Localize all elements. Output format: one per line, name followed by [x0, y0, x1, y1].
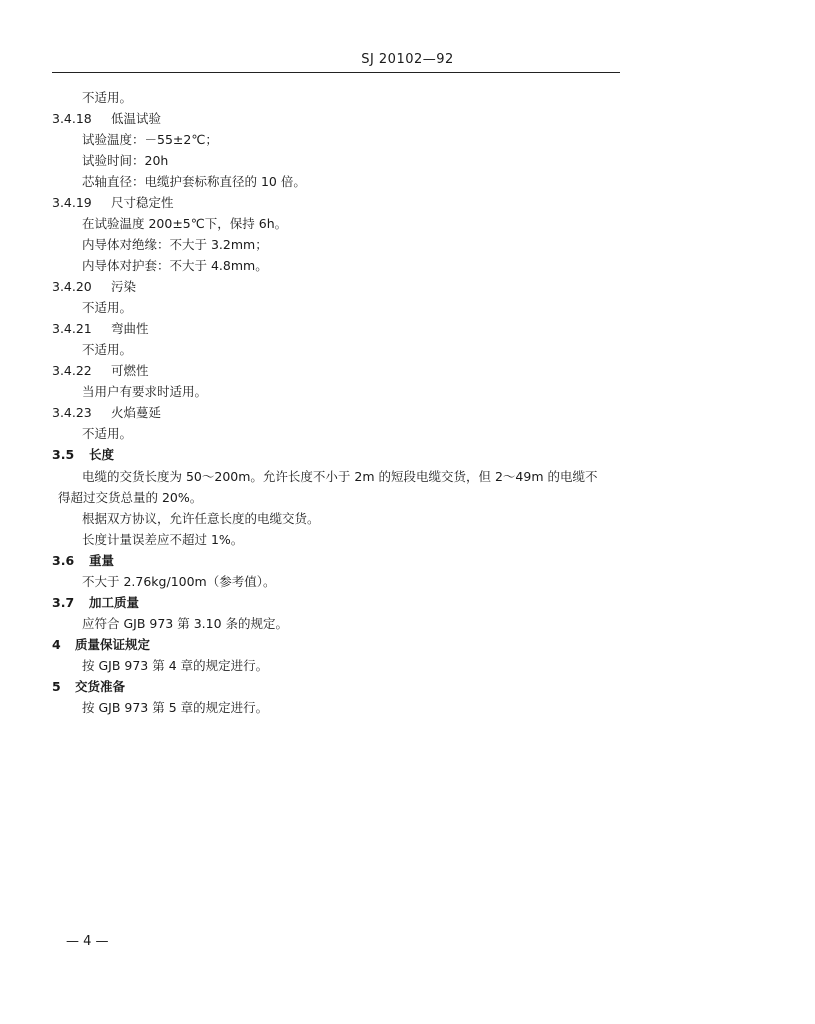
document-header: SJ 20102—92 — [361, 52, 454, 67]
body-text: 不大于 2.76kg/100m（参考值）。 — [82, 574, 276, 589]
section-title: 重量 — [89, 553, 115, 568]
section-title: 尺寸稳定性 — [111, 195, 174, 210]
section-title: 质量保证规定 — [75, 637, 151, 652]
section-number: 3.4.20 — [52, 279, 92, 294]
body-text: 根据双方协议，允许任意长度的电缆交货。 — [82, 511, 320, 526]
section-number: 3.4.18 — [52, 111, 92, 126]
section-number: 4 — [52, 637, 61, 652]
body-text: 应符合 GJB 973 第 3.10 条的规定。 — [82, 616, 289, 631]
section-number: 3.4.21 — [52, 321, 92, 336]
body-text: 按 GJB 973 第 5 章的规定进行。 — [82, 700, 269, 715]
section-title: 污染 — [111, 279, 137, 294]
body-text: 内导体对绝缘：不大于 3.2mm； — [82, 237, 268, 252]
body-text: 内导体对护套：不大于 4.8mm。 — [82, 258, 268, 273]
section-number: 3.6 — [52, 553, 75, 568]
section-number: 3.4.19 — [52, 195, 92, 210]
header-rule — [52, 72, 620, 73]
body-text: 电缆的交货长度为 50～200m。允许长度不小于 2m 的短段电缆交货，但 2～49m 的电缆不 — [82, 469, 598, 484]
section-title: 火焰蔓延 — [111, 405, 162, 420]
body-text: 不适用。 — [82, 90, 133, 105]
section-title: 可燃性 — [111, 363, 149, 378]
section-number: 3.7 — [52, 595, 75, 610]
body-text: 不适用。 — [82, 342, 133, 357]
body-text: 按 GJB 973 第 4 章的规定进行。 — [82, 658, 269, 673]
body-text: 在试验温度 200±5℃下，保持 6h。 — [82, 216, 288, 231]
body-text: 试验时间：20h — [82, 153, 169, 168]
section-number: 3.4.23 — [52, 405, 92, 420]
section-title: 交货准备 — [75, 679, 126, 694]
body-text: 得超过交货总量的 20%。 — [58, 490, 203, 505]
section-title: 低温试验 — [111, 111, 162, 126]
body-text: 不适用。 — [82, 426, 133, 441]
body-text: 芯轴直径：电缆护套标称直径的 10 倍。 — [82, 174, 306, 189]
section-title: 弯曲性 — [111, 321, 149, 336]
section-title: 长度 — [89, 447, 115, 462]
section-title: 加工质量 — [89, 595, 140, 610]
body-text: 试验温度：－55±2℃； — [82, 132, 218, 147]
body-text: 长度计量误差应不超过 1%。 — [82, 532, 244, 547]
body-text: 当用户有要求时适用。 — [82, 384, 208, 399]
section-number: 5 — [52, 679, 61, 694]
section-number: 3.5 — [52, 447, 75, 462]
body-text: 不适用。 — [82, 300, 133, 315]
section-number: 3.4.22 — [52, 363, 92, 378]
page-number: — 4 — — [66, 934, 109, 949]
